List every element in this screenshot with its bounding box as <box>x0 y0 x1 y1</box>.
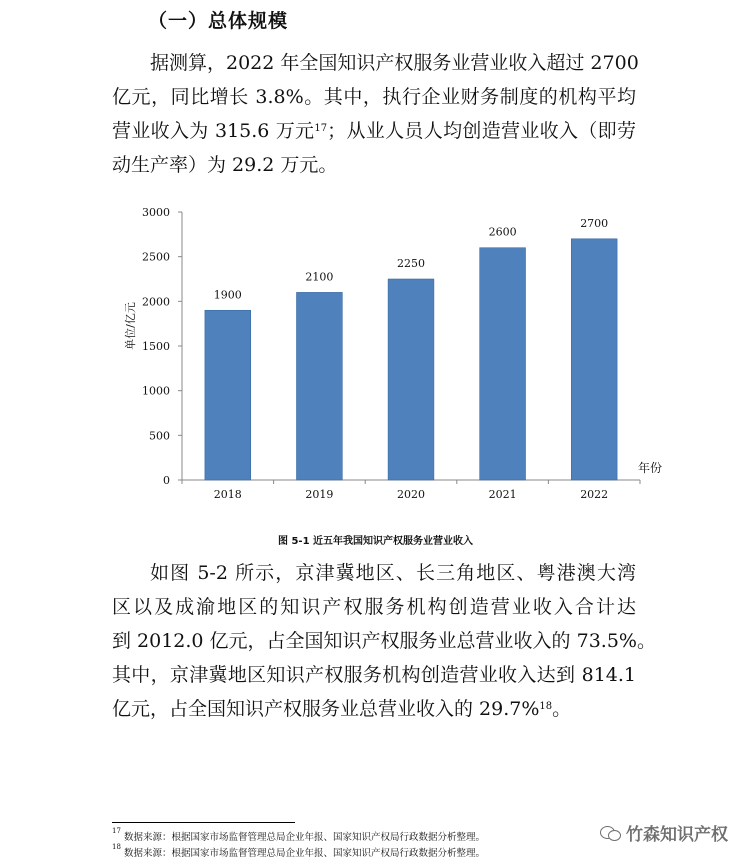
y-tick-label: 1000 <box>142 384 170 398</box>
bar-2021 <box>480 248 526 480</box>
y-tick-label: 2500 <box>142 250 170 264</box>
watermark <box>600 820 728 845</box>
bar-2018 <box>205 310 251 480</box>
paragraph-line: 据测算，2022 年全国知识产权服务业营业收入超过 2700 <box>150 52 639 74</box>
data-label: 2600 <box>488 225 517 239</box>
paragraph-line: 其中，京津冀地区知识产权服务机构创造营业收入达到 814.1 <box>112 664 636 686</box>
paragraph-line: 营业收入为 315.6 万元$^{17}$；从业人员人均创造营业收入（即劳 <box>112 120 636 142</box>
footnote-divider <box>112 822 295 823</box>
footnote-ref[interactable]: 18 <box>539 701 553 712</box>
data-label: 2100 <box>305 270 334 284</box>
figure-caption: 图 5-1 近五年我国知识产权服务业营业收入 <box>277 536 474 547</box>
paragraph-line: 亿元，同比增长 3.8%。其中，执行企业财务制度的机构平均 <box>112 86 636 108</box>
data-label: 2700 <box>580 216 609 230</box>
revenue-bar-chart <box>110 198 670 498</box>
paragraph-line: 到 2012.0 亿元，占全国知识产权服务业总营业收入的 73.5%。 <box>112 630 656 652</box>
y-axis-label: 单位/亿元 <box>124 302 137 350</box>
y-tick-label: 0 <box>163 474 170 487</box>
bar-2019 <box>297 292 343 480</box>
bar-2022 <box>571 239 617 480</box>
y-tick-label: 3000 <box>142 206 170 219</box>
paragraph-line: 亿元，占全国知识产权服务业总营业收入的 29.7%$^{18}$。 <box>112 698 572 720</box>
paragraph-line: 动生产率）为 29.2 万元。 <box>112 154 338 176</box>
x-axis-label: 年份 <box>637 461 663 475</box>
footnote-ref[interactable]: 17 <box>314 123 328 134</box>
x-tick-label: 2021 <box>488 488 517 498</box>
y-tick-label: 2000 <box>142 295 170 309</box>
paragraph-line: 区以及成渝地区的知识产权服务机构创造营业收入合计达 <box>112 596 636 618</box>
y-tick-label: 1500 <box>142 340 170 353</box>
wechat-icon <box>600 825 620 841</box>
y-tick-label: 500 <box>149 429 170 443</box>
paragraph-regional <box>112 556 656 726</box>
paragraph-line: 如图 5-2 所示，京津冀地区、长三角地区、粤港澳大湾 <box>150 562 636 584</box>
section-title: （一）总体规模 <box>148 10 289 32</box>
bar-2020 <box>388 279 434 480</box>
data-label: 2250 <box>397 257 425 270</box>
footnote: $^{17}$ 数据来源：根据国家市场监督管理总局企业年报、国家知识产权局行政数据分析整理。 <box>112 827 485 843</box>
x-tick-label: 2020 <box>397 488 425 498</box>
paragraph-total-scale <box>112 46 639 182</box>
x-tick-label: 2022 <box>580 488 609 498</box>
x-tick-label: 2018 <box>213 488 242 498</box>
footnote: $^{18}$ 数据来源：根据国家市场监督管理总局企业年报、国家知识产权局行政数据分析整理。 <box>112 843 485 859</box>
data-label: 1900 <box>213 288 242 302</box>
x-tick-label: 2019 <box>305 488 334 498</box>
watermark-text: 竹森知识产权 <box>626 825 728 845</box>
